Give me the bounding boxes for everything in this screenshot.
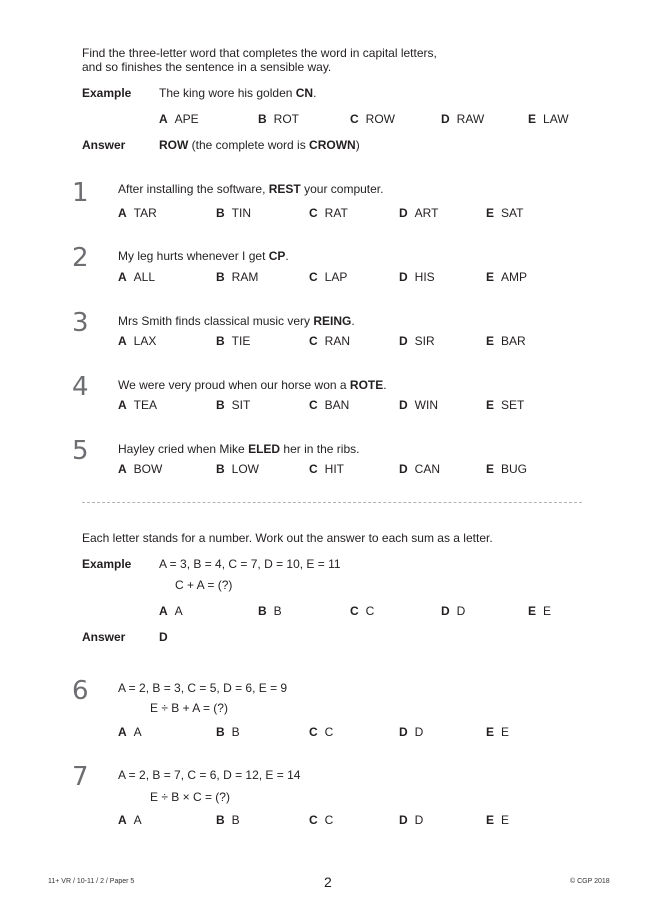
option-b[interactable] xyxy=(216,206,251,220)
question-sentence xyxy=(118,182,383,197)
answer-label: Answer xyxy=(82,630,126,644)
question-number: 1 xyxy=(72,178,89,208)
option-text: CAN xyxy=(414,462,441,476)
option-letter: A xyxy=(118,334,127,348)
sentence-pre: After installing the software, xyxy=(118,182,269,196)
sentence-pre: Hayley cried when Mike xyxy=(118,442,249,456)
page-number: 2 xyxy=(324,874,332,890)
option-b[interactable] xyxy=(216,813,240,827)
option-letter: A xyxy=(118,398,127,412)
option-letter: D xyxy=(399,270,408,284)
option-d[interactable] xyxy=(399,334,435,348)
option-letter: D xyxy=(399,462,408,476)
option-letter: B xyxy=(216,206,225,220)
option-c[interactable] xyxy=(309,398,349,412)
capital-word: CP xyxy=(268,249,286,263)
example-option-e xyxy=(528,604,551,618)
option-text: HIS xyxy=(414,270,435,284)
option-text: LAX xyxy=(133,334,157,348)
option-letter: A xyxy=(118,725,127,739)
option-letter: D xyxy=(399,334,408,348)
example-option-c xyxy=(350,604,374,618)
option-text: A xyxy=(133,813,142,827)
option-text: APE xyxy=(174,112,199,126)
option-letter: E xyxy=(486,398,495,412)
option-text: B xyxy=(273,604,282,618)
option-c[interactable] xyxy=(309,725,333,739)
option-letter: C xyxy=(309,334,318,348)
question-values: A = 2, B = 3, C = 5, D = 6, E = 9 xyxy=(118,681,288,695)
option-text: TEA xyxy=(133,398,158,412)
option-text: E xyxy=(501,725,510,739)
option-c[interactable] xyxy=(309,334,350,348)
question-number: 2 xyxy=(72,243,89,273)
option-letter: A xyxy=(118,813,127,827)
option-a[interactable] xyxy=(118,813,142,827)
question-sentence xyxy=(118,442,359,457)
option-e[interactable] xyxy=(486,725,509,739)
option-c[interactable] xyxy=(309,813,333,827)
example-sentence-post: . xyxy=(313,86,317,100)
question-number: 5 xyxy=(72,436,89,466)
option-text: RAM xyxy=(231,270,259,284)
footer-copyright: © CGP 2018 xyxy=(570,878,610,885)
option-text: D xyxy=(414,813,424,827)
option-letter: A xyxy=(118,270,127,284)
option-letter: C xyxy=(309,270,318,284)
option-letter: A xyxy=(159,112,168,126)
option-letter: A xyxy=(159,604,168,618)
option-text: C xyxy=(324,813,334,827)
option-text: AMP xyxy=(501,270,528,284)
option-d[interactable] xyxy=(399,813,423,827)
option-letter: B xyxy=(216,398,225,412)
option-text: ALL xyxy=(133,270,156,284)
instructions-section-2: Each letter stands for a number. Work out the answer to each sum as a letter. xyxy=(82,531,493,545)
capital-word: ELED xyxy=(248,442,281,456)
example-label: Example xyxy=(82,557,132,571)
sentence-post: . xyxy=(285,249,289,263)
option-letter: B xyxy=(258,112,267,126)
option-letter: A xyxy=(118,462,127,476)
option-c[interactable] xyxy=(309,270,347,284)
option-letter: E xyxy=(486,813,495,827)
option-letter: B xyxy=(216,462,225,476)
option-e[interactable] xyxy=(486,206,523,220)
option-text: C xyxy=(324,725,334,739)
sentence-post: . xyxy=(351,314,355,328)
option-text: BAN xyxy=(324,398,350,412)
option-d[interactable] xyxy=(399,270,435,284)
option-b[interactable] xyxy=(216,462,259,476)
option-e[interactable] xyxy=(486,270,527,284)
option-text: B xyxy=(231,813,240,827)
example-sum: C + A = (?) xyxy=(175,578,233,592)
option-c[interactable] xyxy=(309,206,348,220)
option-letter: A xyxy=(118,206,127,220)
option-letter: C xyxy=(309,462,318,476)
option-text: RAW xyxy=(456,112,485,126)
example-option-a xyxy=(159,112,199,126)
question-values: A = 2, B = 7, C = 6, D = 12, E = 14 xyxy=(118,768,301,782)
question-number: 4 xyxy=(72,372,89,402)
option-letter: E xyxy=(486,334,495,348)
option-text: D xyxy=(456,604,466,618)
option-letter: C xyxy=(309,206,318,220)
option-text: C xyxy=(365,604,375,618)
question-number: 7 xyxy=(72,762,89,792)
option-text: D xyxy=(414,725,424,739)
capital-word: ROTE xyxy=(349,378,384,392)
option-letter: D xyxy=(399,398,408,412)
option-e[interactable] xyxy=(486,334,526,348)
question-sum: E ÷ B × C = (?) xyxy=(150,790,230,804)
option-b[interactable] xyxy=(216,398,250,412)
option-text: SIT xyxy=(231,398,251,412)
option-letter: B xyxy=(216,813,225,827)
example-sentence xyxy=(159,86,316,101)
example-sentence-pre: The king wore his golden xyxy=(159,86,296,100)
option-letter: C xyxy=(350,112,359,126)
option-d[interactable] xyxy=(399,725,423,739)
option-text: TAR xyxy=(133,206,157,220)
option-letter: E xyxy=(486,206,495,220)
example-label: Example xyxy=(82,86,132,100)
sentence-post: . xyxy=(383,378,387,392)
option-text: BOW xyxy=(133,462,163,476)
answer-word: ROW xyxy=(159,138,189,152)
option-letter: D xyxy=(399,813,408,827)
question-number: 3 xyxy=(72,308,89,338)
instructions-line-2: and so finishes the sentence in a sensible way. xyxy=(82,60,332,74)
option-d[interactable] xyxy=(399,206,438,220)
option-c[interactable] xyxy=(309,462,344,476)
example-option-c xyxy=(350,112,395,126)
option-letter: E xyxy=(486,270,495,284)
section-divider xyxy=(82,502,582,503)
option-text: ROT xyxy=(273,112,300,126)
option-letter: E xyxy=(528,604,537,618)
option-a[interactable] xyxy=(118,206,157,220)
question-number: 6 xyxy=(72,676,89,706)
option-letter: E xyxy=(486,462,495,476)
option-d[interactable] xyxy=(399,462,440,476)
option-a[interactable] xyxy=(118,334,156,348)
option-letter: D xyxy=(441,604,450,618)
example-option-b xyxy=(258,604,282,618)
option-text: SET xyxy=(501,398,525,412)
option-text: ROW xyxy=(365,112,395,126)
option-letter: B xyxy=(216,725,225,739)
option-text: BAR xyxy=(501,334,526,348)
option-b[interactable] xyxy=(216,334,250,348)
option-e[interactable] xyxy=(486,462,527,476)
option-letter: C xyxy=(309,813,318,827)
option-a[interactable] xyxy=(118,725,142,739)
example-values: A = 3, B = 4, C = 7, D = 10, E = 11 xyxy=(159,557,341,571)
answer-label: Answer xyxy=(82,138,126,152)
sentence-pre: Mrs Smith finds classical music very xyxy=(118,314,314,328)
option-a[interactable] xyxy=(118,270,155,284)
sentence-pre: My leg hurts whenever I get xyxy=(118,249,269,263)
option-letter: D xyxy=(441,112,450,126)
option-text: RAN xyxy=(324,334,351,348)
option-letter: C xyxy=(309,725,318,739)
option-letter: C xyxy=(309,398,318,412)
capital-word: REST xyxy=(268,182,301,196)
option-a[interactable] xyxy=(118,462,162,476)
option-text: SIR xyxy=(414,334,435,348)
example-option-d xyxy=(441,112,484,126)
question-sum: E ÷ B + A = (?) xyxy=(150,701,228,715)
answer-pre: (the complete word is xyxy=(188,138,310,152)
option-letter: C xyxy=(350,604,359,618)
option-text: B xyxy=(231,725,240,739)
option-letter: B xyxy=(216,270,225,284)
sentence-post: her in the ribs. xyxy=(280,442,360,456)
option-letter: D xyxy=(399,206,408,220)
option-e[interactable] xyxy=(486,398,524,412)
example-option-d xyxy=(441,604,465,618)
sentence-post: your computer. xyxy=(300,182,384,196)
option-letter: E xyxy=(486,725,495,739)
question-sentence xyxy=(118,378,387,393)
option-text: LAW xyxy=(543,112,569,126)
option-text: WIN xyxy=(414,398,438,412)
example-option-a xyxy=(159,604,183,618)
footer-paper-code: 11+ VR / 10-11 / 2 / Paper 5 xyxy=(48,878,135,885)
answer-value: D xyxy=(159,630,168,644)
capital-word: REING xyxy=(313,314,352,328)
option-text: HIT xyxy=(324,462,345,476)
option-letter: B xyxy=(216,334,225,348)
answer-full-word: CROWN xyxy=(309,138,356,152)
option-e[interactable] xyxy=(486,813,509,827)
option-d[interactable] xyxy=(399,398,438,412)
option-letter: E xyxy=(528,112,537,126)
option-text: LAP xyxy=(324,270,348,284)
option-text: RAT xyxy=(324,206,348,220)
option-text: BUG xyxy=(501,462,528,476)
example-option-e xyxy=(528,112,569,126)
option-b[interactable] xyxy=(216,725,240,739)
option-text: TIN xyxy=(231,206,252,220)
option-text: ART xyxy=(414,206,439,220)
example-option-b xyxy=(258,112,299,126)
option-text: A xyxy=(174,604,183,618)
question-sentence xyxy=(118,314,355,329)
option-a[interactable] xyxy=(118,398,157,412)
sentence-pre: We were very proud when our horse won a xyxy=(118,378,350,392)
example-capital-word: CN xyxy=(295,86,314,100)
example-answer xyxy=(159,138,360,153)
option-text: LOW xyxy=(231,462,260,476)
answer-post: ) xyxy=(355,138,360,152)
option-text: A xyxy=(133,725,142,739)
option-text: TIE xyxy=(231,334,251,348)
option-letter: D xyxy=(399,725,408,739)
option-text: SAT xyxy=(501,206,524,220)
option-b[interactable] xyxy=(216,270,258,284)
option-text: E xyxy=(543,604,552,618)
question-sentence xyxy=(118,249,289,264)
option-text: E xyxy=(501,813,510,827)
option-letter: B xyxy=(258,604,267,618)
instructions-line-1: Find the three-letter word that completes the word in capital letters, xyxy=(82,46,437,60)
